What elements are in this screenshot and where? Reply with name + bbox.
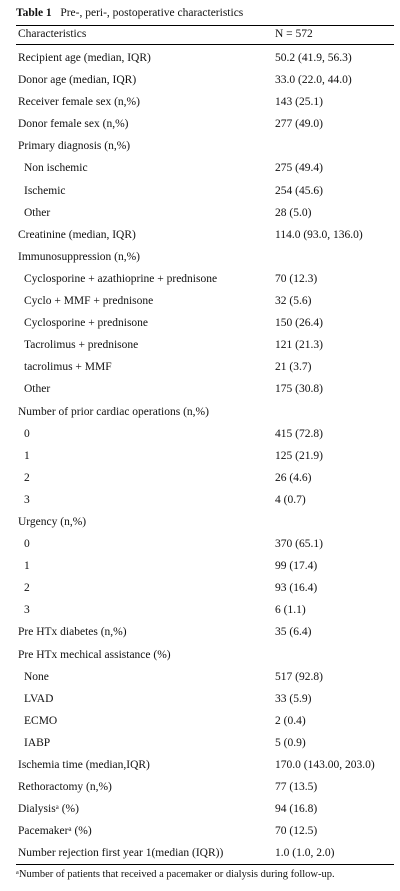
row-label: 3: [24, 493, 30, 506]
table-row: [16, 224, 394, 246]
table-top-rule: [16, 25, 394, 26]
table-row: [16, 445, 394, 467]
header-characteristics: Characteristics: [18, 28, 87, 40]
row-value: 28 (5.0): [275, 206, 312, 219]
row-value: 114.0 (93.0, 136.0): [275, 228, 363, 241]
table-row: [16, 91, 394, 113]
row-value: 33 (5.9): [275, 692, 312, 705]
row-value: 125 (21.9): [275, 449, 323, 462]
row-label: 0: [24, 538, 30, 551]
row-label: Primary diagnosis (n,%): [18, 140, 131, 153]
row-label: Number rejection first year 1(median (IQR)): [18, 847, 224, 860]
row-label: Pre HTx diabetes (n,%): [18, 626, 127, 639]
header-n: N = 572: [275, 28, 313, 40]
row-label: IABP: [24, 736, 51, 749]
row-value: 93 (16.4): [275, 582, 318, 595]
row-label: Recipient age (median, IQR): [18, 52, 151, 64]
table-row: [16, 798, 394, 820]
table-row: [16, 511, 394, 533]
row-label: Ischemia time (median,IQR): [18, 759, 150, 771]
table-row: [16, 599, 394, 621]
row-label: Ischemic: [24, 184, 66, 197]
row-value: 50.2 (41.9, 56.3): [275, 52, 352, 64]
row-value: 77 (13.5): [275, 781, 318, 794]
row-label: ECMO: [24, 714, 58, 727]
table-row: [16, 820, 394, 842]
row-value: 275 (49.4): [275, 162, 323, 175]
table-row: [16, 356, 394, 378]
row-label: 0: [24, 427, 30, 440]
table-row: [16, 533, 394, 555]
table-row: [16, 423, 394, 445]
row-label: 2: [24, 471, 30, 484]
row-label: 3: [24, 604, 30, 617]
row-label: Donor female sex (n,%): [18, 118, 129, 131]
row-value: 175 (30.8): [275, 383, 323, 396]
row-value: 517 (92.8): [275, 670, 323, 683]
row-label: Non ischemic: [24, 162, 88, 175]
table-header-rule: [16, 44, 394, 45]
table-caption-label: Table 1: [16, 7, 52, 19]
row-value: 277 (49.0): [275, 118, 323, 131]
row-label: Number of prior cardiac operations (n,%): [18, 405, 209, 418]
row-value: 5 (0.9): [275, 736, 306, 749]
table-row: [16, 688, 394, 710]
table-row: [16, 644, 394, 666]
row-label: Tacrolimus + prednisone: [24, 339, 139, 352]
row-value: 415 (72.8): [275, 427, 323, 440]
table-row: [16, 842, 394, 864]
row-label: tacrolimus + MMF: [24, 361, 112, 374]
row-value: 370 (65.1): [275, 538, 323, 551]
row-value: 70 (12.3): [275, 272, 318, 285]
row-label: LVAD: [24, 692, 54, 705]
table-row: [16, 467, 394, 489]
row-value: 4 (0.7): [275, 493, 306, 506]
row-label: Cyclosporine + prednisone: [24, 317, 149, 330]
row-label: Pre HTx mechical assistance (%): [18, 648, 171, 661]
row-label: Immunosuppression (n,%): [18, 250, 141, 263]
table-row: [16, 489, 394, 511]
table-row: [16, 47, 394, 69]
row-value: 99 (17.4): [275, 560, 318, 573]
table-row: [16, 268, 394, 290]
table-row: [16, 113, 394, 135]
table-row: [16, 710, 394, 732]
row-value: 94 (16.8): [275, 803, 318, 816]
row-value: 6 (1.1): [275, 604, 306, 617]
table-row: [16, 401, 394, 423]
table-row: [16, 157, 394, 179]
row-value: 32 (5.6): [275, 295, 312, 308]
table-row: [16, 378, 394, 400]
row-value: 26 (4.6): [275, 471, 312, 484]
row-label: None: [24, 670, 49, 683]
row-label: 1: [24, 449, 30, 462]
table-body: [16, 47, 394, 864]
table-row: [16, 135, 394, 157]
table-row: [16, 69, 394, 91]
table-header: [16, 27, 394, 44]
table-row: [16, 754, 394, 776]
row-label: Pacemakerᵃ (%): [18, 825, 92, 838]
table-row: [16, 666, 394, 688]
table-row: [16, 246, 394, 268]
table-row: [16, 555, 394, 577]
table-footnote: ᵃNumber of patients that received a pacemaker or dialysis during follow-up.: [16, 869, 335, 880]
row-value: 121 (21.3): [275, 339, 323, 352]
table-row: [16, 732, 394, 754]
table-caption: [16, 7, 243, 19]
table-row: [16, 202, 394, 224]
table-caption-title: Pre-, peri-, postoperative characteristics: [60, 7, 244, 19]
table-row: [16, 621, 394, 643]
table-row: [16, 180, 394, 202]
table-row: [16, 290, 394, 312]
row-value: 170.0 (143.00, 203.0): [275, 759, 375, 771]
row-value: 150 (26.4): [275, 317, 323, 330]
row-label: Receiver female sex (n,%): [18, 96, 140, 109]
row-label: Donor age (median, IQR): [18, 74, 137, 87]
row-value: 1.0 (1.0, 2.0): [275, 847, 335, 860]
row-label: Urgency (n,%): [18, 515, 87, 528]
row-label: Other: [24, 206, 51, 219]
table-row: [16, 334, 394, 356]
row-label: 1: [24, 560, 30, 573]
row-label: Cyclo + MMF + prednisone: [24, 295, 154, 308]
row-value: 33.0 (22.0, 44.0): [275, 74, 352, 87]
row-label: Creatinine (median, IQR): [18, 228, 136, 241]
row-value: 70 (12.5): [275, 825, 318, 838]
row-value: 254 (45.6): [275, 184, 323, 197]
row-value: 143 (25.1): [275, 96, 323, 109]
table-row: [16, 776, 394, 798]
row-label: Rethoractomy (n,%): [18, 781, 112, 794]
table-row: [16, 577, 394, 599]
table-bottom-rule: [16, 864, 394, 865]
row-label: Cyclosporine + azathioprine + prednisone: [24, 272, 218, 285]
row-label: Dialysisᵃ (%): [18, 803, 79, 816]
row-label: Other: [24, 383, 51, 396]
row-value: 2 (0.4): [275, 714, 306, 727]
table-row: [16, 312, 394, 334]
row-value: 35 (6.4): [275, 626, 312, 639]
row-label: 2: [24, 582, 30, 595]
row-value: 21 (3.7): [275, 361, 312, 374]
